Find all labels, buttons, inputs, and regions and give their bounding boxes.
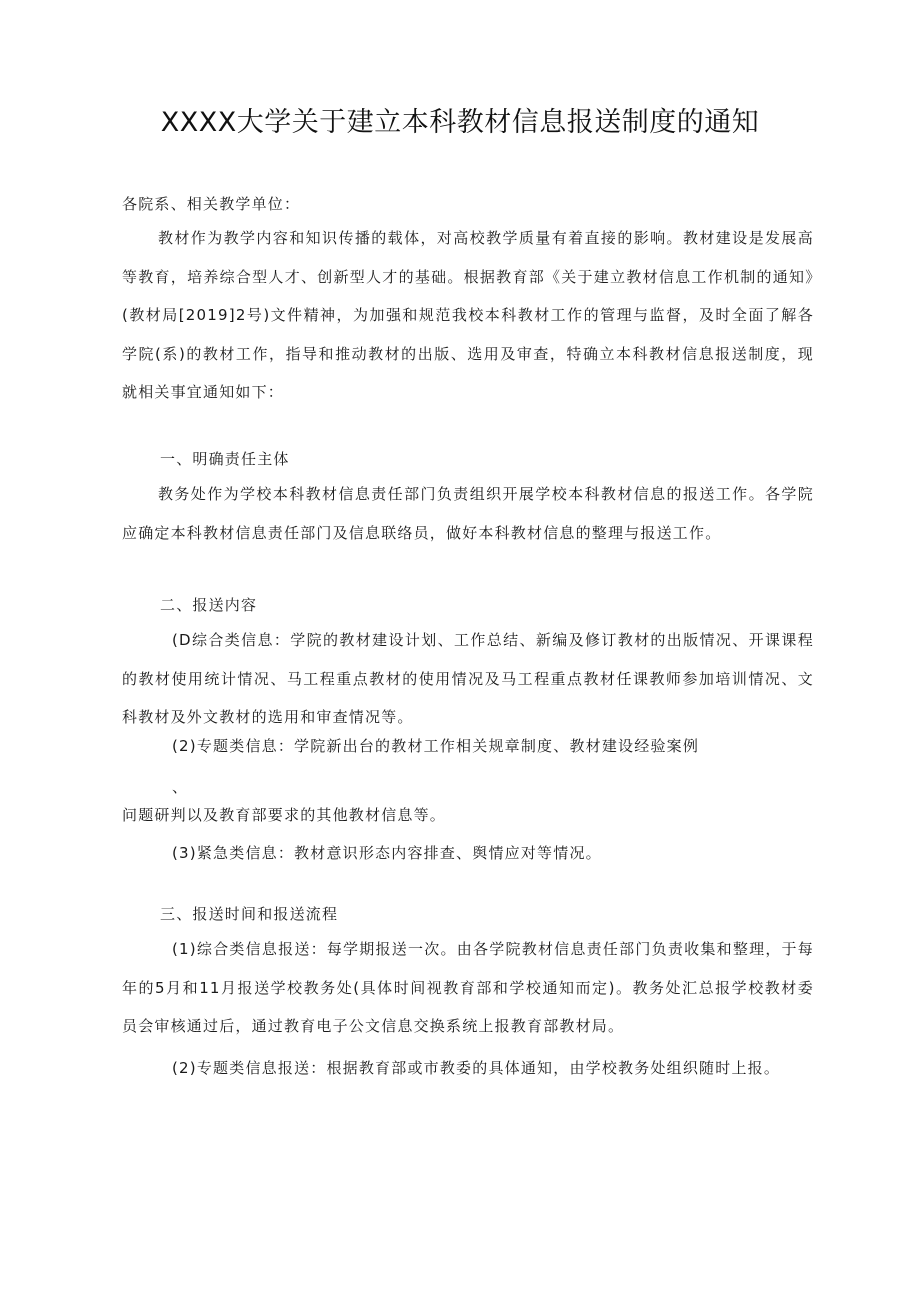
section-1-body: 教务处作为学校本科教材信息责任部门负责组织开展学校本科教材信息的报送工作。各学院应确定本科教材信息责任部门及信息联络员，做好本科教材信息的整理与报送工作。 (122, 485, 814, 542)
section-3-item-2: (2)专题类信息报送：根据教育部或市教委的具体通知，由学校教务处组织随时上报。 (172, 1059, 781, 1077)
section-2-item-2-mark: 、 (172, 778, 189, 796)
salutation: 各院系、相关教学单位： (122, 195, 301, 213)
section-2-heading: 二、报送内容 (160, 596, 258, 614)
section-2-item-2-line-2: 问题研判以及教育部要求的其他教材信息等。 (122, 806, 447, 824)
intro-paragraph: 教材作为教学内容和知识传播的载体，对高校教学质量有着直接的影响。教材建设是发展高等教育，培养综合型人才、创新型人才的基础。根据教育部《关于建立教材信息工作机制的通知》(教材局[2019]2号)文件精神，为加强和规范我校本科教材工作的管理与监督，及时全面了解各学院(系)的教材工作，指导和推动教材的出版、选用及审查，特确立本科教材信息报送制度，现就相关事宜通知如下： (122, 229, 814, 401)
section-1-heading: 一、明确责任主体 (160, 450, 290, 468)
section-2-item-2-line-1: (2)专题类信息：学院新出台的教材工作相关规章制度、教材建设经验案例 (172, 737, 700, 755)
section-2-item-1: (D综合类信息：学院的教材建设计划、工作总结、新编及修订教材的出版情况、开课课程的教材使用统计情况、马工程重点教材的使用情况及马工程重点教材任课教师参加培训情况、文科教材及外文教材的选用和审查情况等。 (122, 631, 814, 726)
section-2-item-3: (3)紧急类信息：教材意识形态内容排查、舆情应对等情况。 (172, 844, 602, 862)
section-3-heading: 三、报送时间和报送流程 (160, 905, 339, 923)
section-3-item-1: (1)综合类信息报送：每学期报送一次。由各学院教材信息责任部门负责收集和整理，于每年的5月和11月报送学校教务处(具体时间视教育部和学校通知而定)。教务处汇总报学校教材委员会审核通过后，通过教育电子公文信息交换系统上报教育部教材局。 (122, 940, 814, 1035)
page-title: XXXX大学关于建立本科教材信息报送制度的通知 (160, 107, 760, 138)
